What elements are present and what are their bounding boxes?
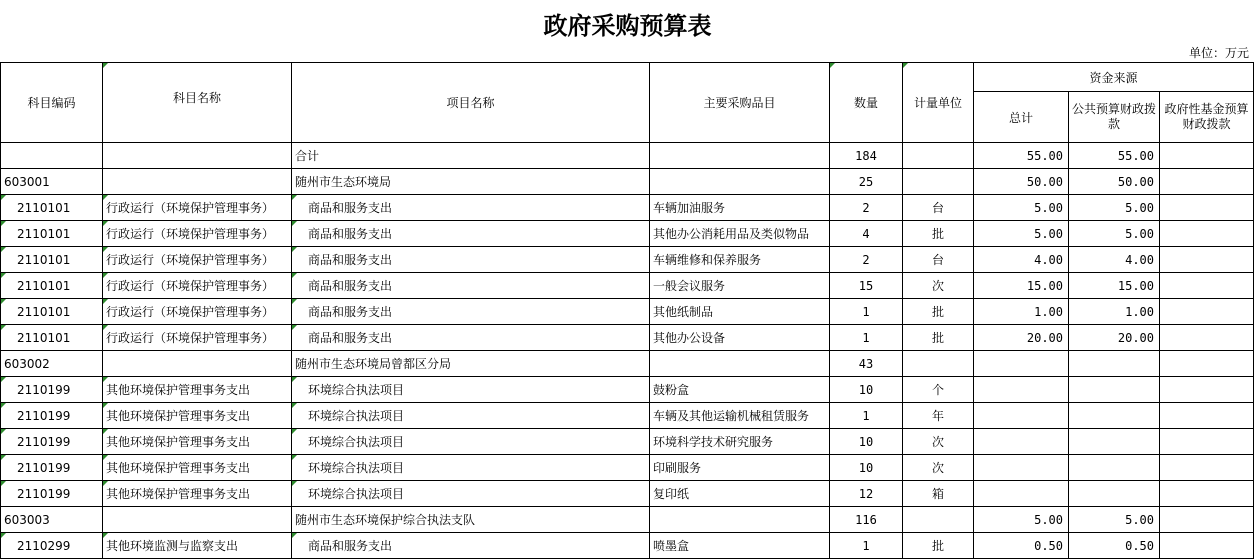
cell-project[interactable]: 环境综合执法项目 [292,481,650,507]
header-item: 主要采购品目 [650,63,830,143]
cell-unit[interactable]: 箱 [903,481,974,507]
cell-qty[interactable]: 184 [830,143,903,169]
cell-public[interactable] [1069,403,1160,429]
table-row [1,351,1254,377]
cell-subject[interactable] [103,169,292,195]
cell-project[interactable]: 环境综合执法项目 [292,377,650,403]
cell-subject[interactable]: 其他环境保护管理事务支出 [103,429,292,455]
cell-subject[interactable]: 其他环境保护管理事务支出 [103,481,292,507]
header-fund: 政府性基金预算财政拨款 [1160,92,1254,143]
cell-total[interactable]: 20.00 [974,325,1069,351]
cell-code[interactable] [1,143,103,169]
cell-public[interactable] [1069,481,1160,507]
header-total: 总计 [974,92,1069,143]
cell-qty[interactable]: 1 [830,403,903,429]
cell-total[interactable]: 5.00 [974,195,1069,221]
cell-item[interactable] [650,507,830,533]
cell-code[interactable]: 2110101 [1,221,103,247]
header-subject: 科目名称 [103,63,292,143]
cell-item[interactable]: 车辆及其他运输机械租赁服务 [650,403,830,429]
table-row [1,403,1254,429]
cell-unit[interactable]: 台 [903,247,974,273]
cell-code[interactable]: 2110199 [1,403,103,429]
header-project: 项目名称 [292,63,650,143]
cell-subject[interactable] [103,351,292,377]
cell-unit[interactable]: 台 [903,195,974,221]
page-title: 政府采购预算表 [543,11,712,40]
cell-fund[interactable] [1160,351,1254,377]
cell-item[interactable] [650,351,830,377]
cell-project[interactable]: 环境综合执法项目 [292,403,650,429]
cell-qty[interactable]: 2 [830,195,903,221]
cell-qty[interactable]: 1 [830,533,903,559]
cell-public[interactable]: 20.00 [1069,325,1160,351]
cell-fund[interactable] [1160,273,1254,299]
cell-qty[interactable]: 4 [830,221,903,247]
cell-public[interactable]: 15.00 [1069,273,1160,299]
table-row [1,273,1254,299]
cell-project[interactable]: 商品和服务支出 [292,221,650,247]
cell-unit[interactable] [903,143,974,169]
cell-project[interactable]: 合计 [292,143,650,169]
cell-item[interactable]: 喷墨盒 [650,533,830,559]
cell-subject[interactable]: 其他环境保护管理事务支出 [103,455,292,481]
cell-total[interactable] [974,429,1069,455]
cell-code[interactable]: 2110101 [1,273,103,299]
cell-qty[interactable]: 15 [830,273,903,299]
table-row [1,221,1254,247]
cell-total[interactable]: 15.00 [974,273,1069,299]
cell-fund[interactable] [1160,169,1254,195]
cell-subject[interactable]: 行政运行（环境保护管理事务） [103,325,292,351]
cell-project[interactable]: 随州市生态环境保护综合执法支队 [292,507,650,533]
cell-fund[interactable] [1160,325,1254,351]
cell-public[interactable]: 1.00 [1069,299,1160,325]
cell-project[interactable]: 商品和服务支出 [292,299,650,325]
cell-qty[interactable]: 12 [830,481,903,507]
cell-public[interactable]: 5.00 [1069,195,1160,221]
cell-public[interactable]: 5.00 [1069,221,1160,247]
cell-unit[interactable]: 次 [903,273,974,299]
cell-total[interactable]: 1.00 [974,299,1069,325]
cell-code[interactable]: 2110199 [1,429,103,455]
cell-unit[interactable]: 批 [903,299,974,325]
cell-project[interactable]: 商品和服务支出 [292,195,650,221]
cell-code[interactable]: 2110101 [1,247,103,273]
cell-fund[interactable] [1160,377,1254,403]
cell-project[interactable]: 随州市生态环境局曾都区分局 [292,351,650,377]
cell-item[interactable]: 其他办公设备 [650,325,830,351]
cell-code[interactable]: 2110199 [1,377,103,403]
budget-table [0,62,1254,559]
table-row [1,481,1254,507]
cell-qty[interactable]: 10 [830,429,903,455]
table-row [1,299,1254,325]
cell-qty[interactable]: 1 [830,325,903,351]
cell-item[interactable]: 鼓粉盒 [650,377,830,403]
table-row [1,195,1254,221]
cell-code[interactable]: 2110101 [1,299,103,325]
cell-total[interactable] [974,455,1069,481]
cell-qty[interactable]: 10 [830,377,903,403]
table-body [1,143,1254,559]
cell-item[interactable]: 车辆加油服务 [650,195,830,221]
cell-item[interactable] [650,169,830,195]
cell-subject[interactable]: 其他环境保护管理事务支出 [103,403,292,429]
header-public: 公共预算财政拨款 [1069,92,1160,143]
header-code: 科目编码 [1,63,103,143]
cell-code[interactable]: 603003 [1,507,103,533]
cell-item[interactable]: 其他办公消耗用品及类似物品 [650,221,830,247]
cell-public[interactable]: 0.50 [1069,533,1160,559]
cell-total[interactable]: 0.50 [974,533,1069,559]
cell-unit[interactable]: 批 [903,325,974,351]
cell-unit[interactable] [903,169,974,195]
header-qty: 数量 [830,63,903,143]
cell-public[interactable] [1069,429,1160,455]
cell-total[interactable] [974,481,1069,507]
cell-fund[interactable] [1160,403,1254,429]
cell-code[interactable]: 2110199 [1,481,103,507]
cell-unit[interactable]: 次 [903,429,974,455]
cell-total[interactable] [974,377,1069,403]
cell-unit[interactable]: 批 [903,221,974,247]
cell-item[interactable]: 其他纸制品 [650,299,830,325]
cell-fund[interactable] [1160,143,1254,169]
cell-subject[interactable] [103,507,292,533]
cell-total[interactable]: 55.00 [974,143,1069,169]
cell-public[interactable]: 5.00 [1069,507,1160,533]
cell-fund[interactable] [1160,221,1254,247]
cell-total[interactable]: 4.00 [974,247,1069,273]
cell-fund[interactable] [1160,481,1254,507]
table-row [1,325,1254,351]
cell-subject[interactable]: 行政运行（环境保护管理事务） [103,221,292,247]
cell-public[interactable] [1069,351,1160,377]
unit-label: 单位：万元 [1188,46,1249,60]
cell-qty[interactable]: 116 [830,507,903,533]
cell-code[interactable]: 2110101 [1,325,103,351]
cell-code[interactable]: 2110199 [1,455,103,481]
cell-qty[interactable]: 25 [830,169,903,195]
cell-unit[interactable]: 个 [903,377,974,403]
table-row [1,429,1254,455]
cell-item[interactable]: 一般会议服务 [650,273,830,299]
cell-fund[interactable] [1160,195,1254,221]
cell-code[interactable]: 2110101 [1,195,103,221]
cell-unit[interactable] [903,507,974,533]
cell-unit[interactable] [903,351,974,377]
cell-project[interactable]: 随州市生态环境局 [292,169,650,195]
cell-code[interactable]: 603002 [1,351,103,377]
cell-project[interactable]: 商品和服务支出 [292,325,650,351]
cell-public[interactable]: 50.00 [1069,169,1160,195]
cell-total[interactable]: 5.00 [974,221,1069,247]
cell-public[interactable]: 4.00 [1069,247,1160,273]
cell-total[interactable] [974,403,1069,429]
cell-unit[interactable]: 次 [903,455,974,481]
cell-fund[interactable] [1160,533,1254,559]
cell-item[interactable]: 复印纸 [650,481,830,507]
header-unit: 计量单位 [903,63,974,143]
cell-fund[interactable] [1160,247,1254,273]
cell-public[interactable]: 55.00 [1069,143,1160,169]
cell-item[interactable]: 印刷服务 [650,455,830,481]
cell-unit[interactable]: 年 [903,403,974,429]
cell-subject[interactable]: 行政运行（环境保护管理事务） [103,273,292,299]
cell-total[interactable] [974,351,1069,377]
cell-code[interactable]: 2110299 [1,533,103,559]
header-source: 资金来源 [974,63,1254,92]
cell-public[interactable] [1069,455,1160,481]
cell-project[interactable]: 环境综合执法项目 [292,455,650,481]
cell-item[interactable] [650,143,830,169]
cell-fund[interactable] [1160,455,1254,481]
cell-unit[interactable]: 批 [903,533,974,559]
cell-project[interactable]: 商品和服务支出 [292,273,650,299]
table-row [1,533,1254,559]
cell-public[interactable] [1069,377,1160,403]
table-row [1,507,1254,533]
cell-item[interactable]: 车辆维修和保养服务 [650,247,830,273]
cell-subject[interactable]: 行政运行（环境保护管理事务） [103,195,292,221]
cell-project[interactable]: 商品和服务支出 [292,247,650,273]
cell-qty[interactable]: 1 [830,299,903,325]
table-row [1,247,1254,273]
table-row [1,143,1254,169]
cell-project[interactable]: 环境综合执法项目 [292,429,650,455]
cell-subject[interactable] [103,143,292,169]
table-row [1,455,1254,481]
cell-total[interactable]: 5.00 [974,507,1069,533]
table-row [1,377,1254,403]
cell-subject[interactable]: 其他环境保护管理事务支出 [103,377,292,403]
cell-project[interactable]: 商品和服务支出 [292,533,650,559]
cell-subject[interactable]: 其他环境监测与监察支出 [103,533,292,559]
cell-qty[interactable]: 2 [830,247,903,273]
cell-item[interactable]: 环境科学技术研究服务 [650,429,830,455]
cell-subject[interactable]: 行政运行（环境保护管理事务） [103,299,292,325]
table-row [1,169,1254,195]
cell-fund[interactable] [1160,429,1254,455]
cell-fund[interactable] [1160,299,1254,325]
cell-code[interactable]: 603001 [1,169,103,195]
cell-qty[interactable]: 43 [830,351,903,377]
cell-qty[interactable]: 10 [830,455,903,481]
cell-total[interactable]: 50.00 [974,169,1069,195]
cell-subject[interactable]: 行政运行（环境保护管理事务） [103,247,292,273]
cell-fund[interactable] [1160,507,1254,533]
